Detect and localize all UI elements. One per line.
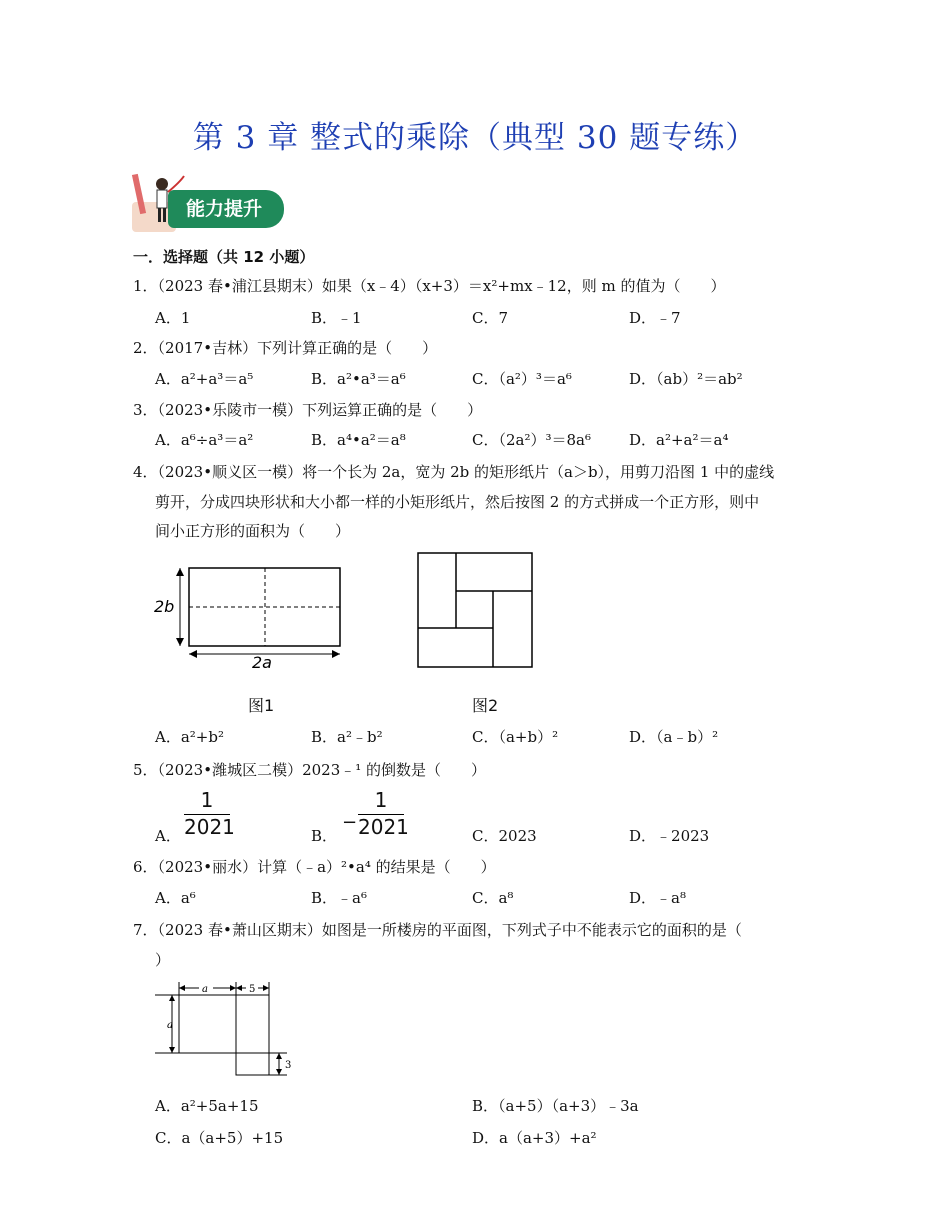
question-2-option-c[interactable]: C．（a²）³＝a⁶: [472, 370, 572, 388]
floor-plan-label-a-top: a: [202, 984, 208, 995]
question-6-option-c[interactable]: C．a⁸: [472, 889, 514, 907]
fraction-numerator: 1: [374, 788, 388, 812]
question-5-option-a-fraction: [184, 788, 235, 839]
question-6-option-a[interactable]: A．a⁶: [155, 889, 196, 907]
ability-badge: [128, 172, 288, 234]
question-7-option-a[interactable]: A．a²+5a+15: [155, 1097, 259, 1115]
figure-1-caption: 图1: [248, 696, 275, 715]
question-5-option-b-fraction: [358, 788, 409, 839]
question-2-option-a[interactable]: A．a²+a³＝a⁵: [155, 370, 254, 388]
question-4-stem-line2: 剪开，分成四块形状和大小都一样的小矩形纸片，然后按图 2 的方式拼成一个正方形，则中: [155, 493, 760, 511]
fraction-denominator: 2021: [184, 815, 235, 839]
question-4-option-b[interactable]: B．a²﹣b²: [311, 728, 383, 746]
question-1-option-a[interactable]: A．1: [155, 309, 191, 327]
question-6-option-d[interactable]: D．﹣a⁸: [629, 889, 686, 907]
floor-plan-label-3: 3: [285, 1060, 292, 1071]
question-4-option-c[interactable]: C．（a+b）²: [472, 728, 559, 746]
fraction-denominator: 2021: [358, 815, 409, 839]
question-1-option-d[interactable]: D．﹣7: [629, 309, 681, 327]
question-3-stem: 3．（2023•乐陵市一模）下列运算正确的是（ ）: [133, 401, 483, 419]
question-7-stem-line1: 7．（2023 春•萧山区期末）如图是一所楼房的平面图，下列式子中不能表示它的面积的是（: [133, 921, 742, 939]
question-7-stem-line2: ）: [155, 951, 171, 969]
fraction-numerator: 1: [200, 788, 214, 812]
page-title: 第 3 章 整式的乘除（典型 30 题专练）: [192, 120, 758, 156]
question-1-stem: 1．（2023 春•浦江县期末）如果（x﹣4）（x+3）＝x²+mx﹣12，则 m 的值为（ ）: [133, 277, 726, 295]
question-7-option-b[interactable]: B．（a+5）（a+3）﹣3a: [472, 1097, 639, 1115]
question-4-option-a[interactable]: A．a²+b²: [155, 728, 224, 746]
figure-1-width-label: 2a: [252, 653, 272, 668]
section-heading: 一．选择题（共 12 小题）: [133, 248, 315, 266]
question-5-option-c[interactable]: C．2023: [472, 827, 537, 845]
question-6-option-b[interactable]: B．﹣a⁶: [311, 889, 367, 907]
question-3-option-d[interactable]: D．a²+a²＝a⁴: [629, 431, 729, 449]
figure-2-square: [416, 551, 536, 669]
figure-2-caption: 图2: [472, 696, 499, 715]
question-6-stem: 6．（2023•丽水）计算（﹣a）²•a⁴ 的结果是（ ）: [133, 858, 496, 876]
question-7-option-d[interactable]: D．a（a+3）+a²: [472, 1129, 597, 1147]
question-3-option-c[interactable]: C．（2a²）³＝8a⁶: [472, 431, 591, 449]
floor-plan-label-a-left: a: [167, 1020, 173, 1031]
question-4-stem-line3: 间小正方形的面积为（ ）: [155, 522, 351, 540]
figure-floor-plan: [155, 980, 305, 1080]
question-3-option-b[interactable]: B．a⁴•a²＝a⁸: [311, 431, 406, 449]
question-1-option-c[interactable]: C．7: [472, 309, 509, 327]
question-5-option-a[interactable]: A．: [155, 827, 181, 845]
question-4-option-d[interactable]: D．（a﹣b）²: [629, 728, 719, 746]
question-5-option-b-minus: −: [342, 812, 358, 833]
floor-plan-label-5: 5: [249, 984, 256, 995]
ability-badge-label: 能力提升: [168, 190, 284, 228]
question-2-option-b[interactable]: B．a²•a³＝a⁶: [311, 370, 406, 388]
question-5-option-b[interactable]: B．: [311, 827, 338, 845]
question-7-option-c[interactable]: C．a（a+5）+15: [155, 1129, 284, 1147]
question-1-option-b[interactable]: B．﹣1: [311, 309, 362, 327]
question-3-option-a[interactable]: A．a⁶÷a³＝a²: [155, 431, 254, 449]
question-5-option-d[interactable]: D．﹣2023: [629, 827, 710, 845]
question-4-stem-line1: 4．（2023•顺义区一模）将一个长为 2a，宽为 2b 的矩形纸片（a＞b），用剪刀沿图 1 中的虚线: [133, 463, 775, 481]
question-2-stem: 2．（2017•吉林）下列计算正确的是（ ）: [133, 339, 438, 357]
question-5-stem: 5．（2023•潍城区二模）2023﹣¹ 的倒数是（ ）: [133, 761, 487, 779]
figure-1-height-label: 2b: [154, 597, 175, 616]
figure-1-rectangle: [150, 558, 350, 668]
question-2-option-d[interactable]: D．（ab）²＝ab²: [629, 370, 743, 388]
